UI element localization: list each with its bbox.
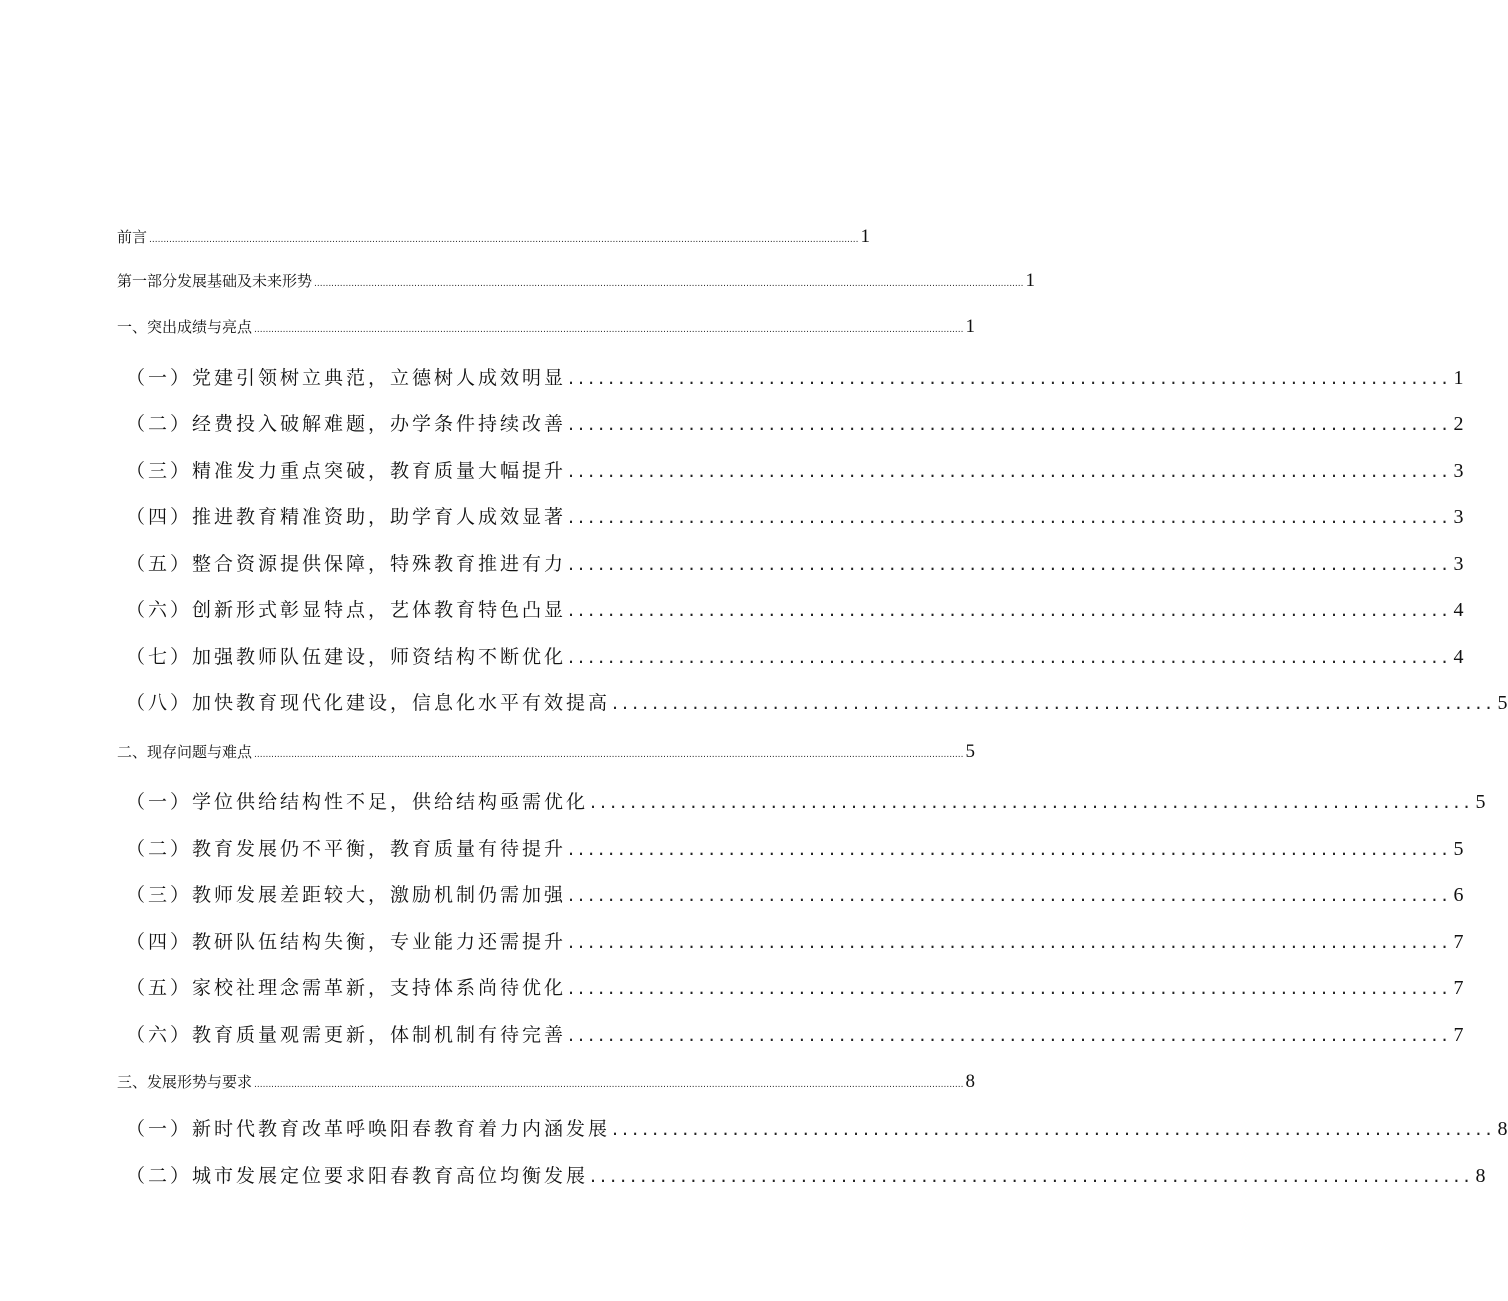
- toc-page-number: 1: [860, 226, 871, 247]
- toc-entry-label: （四）推进教育精准资助，助学育人成效显著: [126, 506, 567, 528]
- toc-entry-label: （一）新时代教育改革呼唤阳春教育着力内涵发展: [126, 1118, 611, 1140]
- dot-leader: ........................................................................................: [568, 977, 1452, 999]
- toc-entry[interactable]: [117, 270, 1036, 292]
- toc-entry[interactable]: [126, 927, 1464, 954]
- toc-page-number: 1: [965, 316, 976, 337]
- toc-page-number: 5: [1475, 791, 1486, 813]
- toc-page-number: 3: [1453, 553, 1464, 575]
- toc-entry-label: 第一部分发展基础及未来形势: [117, 272, 313, 290]
- toc-entry[interactable]: [117, 226, 871, 248]
- toc-entry-label: （六）教育质量观需更新，体制机制有待完善: [126, 1024, 567, 1046]
- dot-leader: ........................................................................................: [590, 1165, 1474, 1187]
- toc-entry[interactable]: [126, 787, 1486, 814]
- toc-entry-label: （二）经费投入破解难题，办学条件持续改善: [126, 413, 567, 435]
- toc-entry-label: （七）加强教师队伍建设，师资结构不断优化: [126, 646, 567, 668]
- dot-leader: ........................................................................................: [568, 1024, 1452, 1046]
- dot-leader: ........................................................................................................................................................................................................................................................: [254, 325, 964, 335]
- toc-entry[interactable]: [126, 1020, 1464, 1047]
- toc-page-number: 7: [1453, 977, 1464, 999]
- dot-leader: ........................................................................................: [568, 460, 1452, 482]
- toc-page-number: 7: [1453, 1024, 1464, 1046]
- toc-page-number: 8: [965, 1071, 976, 1092]
- toc-entry[interactable]: [126, 973, 1464, 1000]
- dot-leader: ........................................................................................................................................................................................................................................................: [314, 279, 1024, 289]
- toc-page-number: 7: [1453, 931, 1464, 953]
- toc-entry-label: （八）加快教育现代化建设，信息化水平有效提高: [126, 692, 611, 714]
- toc-page-number: 5: [1453, 838, 1464, 860]
- toc-entry-label: （一）学位供给结构性不足，供给结构亟需优化: [126, 791, 589, 813]
- toc-entry[interactable]: [126, 880, 1464, 907]
- toc-entry[interactable]: [126, 502, 1464, 529]
- dot-leader: ........................................................................................: [568, 599, 1452, 621]
- dot-leader: ........................................................................................: [568, 646, 1452, 668]
- toc-entry[interactable]: [126, 1161, 1486, 1188]
- toc-entry-label: （一）党建引领树立典范，立德树人成效明显: [126, 367, 567, 389]
- toc-entry[interactable]: [126, 688, 1508, 715]
- toc-entry-label: （三）精准发力重点突破，教育质量大幅提升: [126, 460, 567, 482]
- dot-leader: ........................................................................................................................................................................................................................................................: [254, 750, 964, 760]
- dot-leader: ........................................................................................: [568, 838, 1452, 860]
- toc-entry[interactable]: [126, 456, 1464, 483]
- toc-page-number: 5: [965, 741, 976, 762]
- toc-page-number: 1: [1453, 367, 1464, 389]
- dot-leader: ........................................................................................................................................................................................................................................................: [254, 1080, 964, 1090]
- toc-entry-label: 前言: [117, 228, 148, 246]
- toc-page-number: 3: [1453, 506, 1464, 528]
- toc-page-number: 4: [1453, 599, 1464, 621]
- toc-entry[interactable]: [117, 316, 976, 338]
- toc-entry-label: 三、发展形势与要求: [117, 1073, 253, 1091]
- toc-entry[interactable]: [126, 642, 1464, 669]
- toc-page-number: 1: [1025, 270, 1036, 291]
- dot-leader: ........................................................................................: [612, 692, 1496, 714]
- toc-entry-label: （二）城市发展定位要求阳春教育高位均衡发展: [126, 1165, 589, 1187]
- dot-leader: ........................................................................................: [612, 1118, 1496, 1140]
- toc-entry-label: （三）教师发展差距较大，激励机制仍需加强: [126, 884, 567, 906]
- dot-leader: ........................................................................................: [568, 367, 1452, 389]
- toc-page-number: 4: [1453, 646, 1464, 668]
- dot-leader: ........................................................................................: [568, 506, 1452, 528]
- toc-entry[interactable]: [126, 409, 1464, 436]
- dot-leader: ........................................................................................: [590, 791, 1474, 813]
- toc-entry[interactable]: [126, 595, 1464, 622]
- toc-entry[interactable]: [126, 549, 1464, 576]
- toc-entry-label: （四）教研队伍结构失衡，专业能力还需提升: [126, 931, 567, 953]
- toc-entry-label: （五）家校社理念需革新，支持体系尚待优化: [126, 977, 567, 999]
- toc-page-number: 2: [1453, 413, 1464, 435]
- toc-entry[interactable]: [126, 363, 1464, 390]
- toc-page-number: 5: [1497, 692, 1508, 714]
- toc-entry[interactable]: [117, 741, 976, 763]
- toc-page-number: 6: [1453, 884, 1464, 906]
- toc-entry-label: （五）整合资源提供保障，特殊教育推进有力: [126, 553, 567, 575]
- toc-page-number: 8: [1497, 1118, 1508, 1140]
- dot-leader: ........................................................................................................................................................................................................................................................: [149, 235, 859, 245]
- dot-leader: ........................................................................................: [568, 931, 1452, 953]
- toc-entry[interactable]: [117, 1071, 976, 1093]
- toc-page-number: 3: [1453, 460, 1464, 482]
- toc-entry-label: 二、现存问题与难点: [117, 743, 253, 761]
- toc-entry-label: （六）创新形式彰显特点，艺体教育特色凸显: [126, 599, 567, 621]
- dot-leader: ........................................................................................: [568, 884, 1452, 906]
- toc-entry-label: 一、突出成绩与亮点: [117, 318, 253, 336]
- toc-entry-label: （二）教育发展仍不平衡，教育质量有待提升: [126, 838, 567, 860]
- dot-leader: ........................................................................................: [568, 553, 1452, 575]
- dot-leader: ........................................................................................: [568, 413, 1452, 435]
- toc-page-number: 8: [1475, 1165, 1486, 1187]
- toc-entry[interactable]: [126, 834, 1464, 861]
- toc-entry[interactable]: [126, 1114, 1508, 1141]
